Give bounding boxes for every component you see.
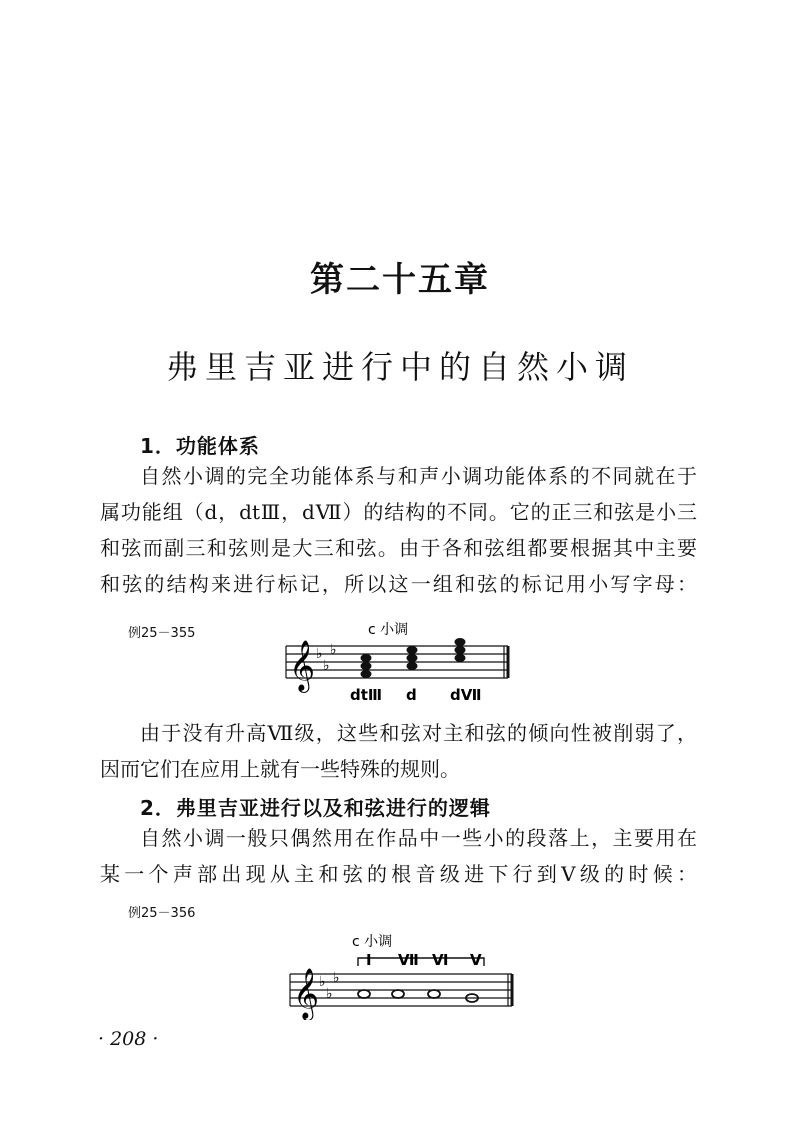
svg-text:♭: ♭ — [319, 974, 326, 990]
bracket-line — [358, 958, 484, 966]
svg-text:♭: ♭ — [323, 658, 330, 674]
page-number: · 208 · — [98, 1028, 159, 1050]
treble-clef-icon: 𝄞 — [289, 640, 316, 691]
key-signature — [319, 970, 340, 1002]
chord-notes — [361, 638, 466, 678]
paragraph-line: 和弦而副三和弦则是大三和弦。由于各和弦组都要根据其中主要 — [100, 536, 697, 560]
section-heading-2: 2．弗里吉亚进行以及和弦进行的逻辑 — [140, 796, 491, 820]
svg-text:♭: ♭ — [330, 642, 337, 658]
chord-label: dtⅢ — [350, 686, 383, 704]
section-heading-1: 1．功能体系 — [140, 434, 260, 458]
example-label: 例25－356 — [128, 906, 196, 921]
degree-label: Ⅶ — [398, 951, 419, 969]
whole-notes — [358, 990, 478, 1002]
paragraph-line: 属功能组（d，dtⅢ，dⅦ）的结构的不同。它的正三和弦是小三 — [100, 500, 697, 524]
degree-label: Ⅴ — [470, 951, 482, 969]
paragraph-line: 和弦的结构来进行标记，所以这一组和弦的标记用小写字母： — [100, 572, 697, 596]
paragraph-line: 因而它们在应用上就有一些特殊的规则。 — [100, 757, 460, 781]
treble-clef-icon: 𝄞 — [293, 968, 320, 1019]
paragraph-line: 由于没有升高Ⅶ级，这些和弦对主和弦的倾向性被削弱了， — [140, 721, 697, 745]
svg-text:♭: ♭ — [333, 970, 340, 986]
chapter-subtitle: 弗里吉亚进行中的自然小调 — [165, 348, 634, 386]
degree-label: Ⅵ — [432, 951, 449, 969]
paragraph-line: 自然小调一般只偶然用在作品中一些小的段落上，主要用在 — [140, 826, 697, 850]
chord-label: dⅦ — [450, 686, 482, 704]
music-example-356 — [286, 930, 526, 1020]
svg-text:♭: ♭ — [326, 986, 333, 1002]
paragraph-line: 自然小调的完全功能体系与和声小调功能体系的不同就在于 — [140, 464, 697, 488]
key-label: c 小调 — [352, 934, 393, 950]
key-label: c 小调 — [368, 622, 409, 638]
example-label: 例25－355 — [128, 626, 196, 641]
chapter-title: 第二十五章 — [310, 260, 490, 300]
key-signature — [316, 642, 337, 674]
degree-label: Ⅰ — [366, 951, 372, 969]
paragraph-line: 某一个声部出现从主和弦的根音级进下行到Ⅴ级的时候： — [100, 862, 697, 886]
svg-text:♭: ♭ — [316, 646, 323, 662]
chord-label: d — [406, 686, 417, 704]
music-example-355 — [280, 610, 520, 710]
